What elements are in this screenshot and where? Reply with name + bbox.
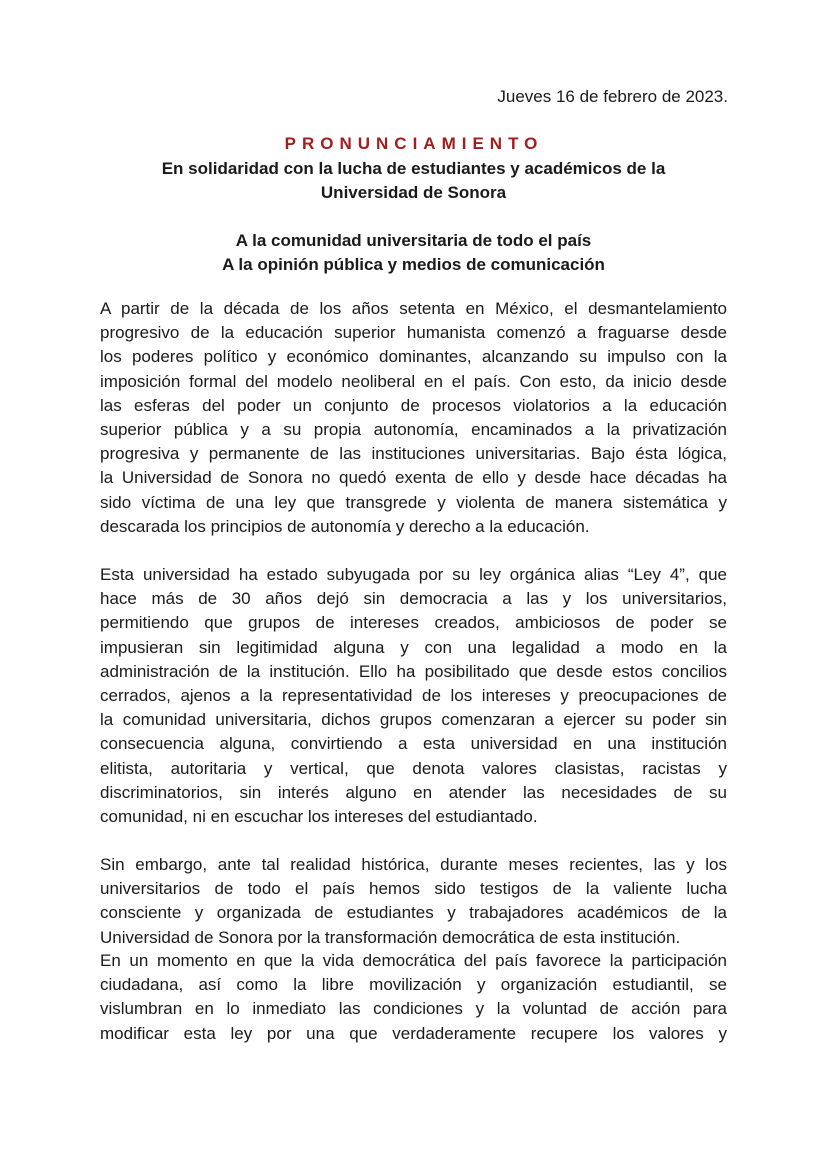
addressee-line: A la opinión pública y medios de comunicación xyxy=(222,255,605,274)
paragraph-line: elitista, autoritaria y vertical, que denota valores clasistas, racistas y xyxy=(100,758,727,778)
paragraph-line: progresiva y permanente de las instituciones universitarias. Bajo ésta lógica, xyxy=(100,444,727,464)
paragraph-line: consciente y organizada de estudiantes y trabajadores académicos de la xyxy=(100,903,727,923)
paragraph-line: los poderes político y económico dominantes, alcanzando su impulso con la xyxy=(100,347,727,367)
paragraph-line: modificar esta ley por una que verdaderamente recupere los valores y xyxy=(100,1023,727,1043)
paragraph-line: discriminatorios, sin interés alguno en atender las necesidades de su xyxy=(100,782,727,802)
subtitle-line: Universidad de Sonora xyxy=(320,183,507,202)
paragraph-line: Universidad de Sonora por la transformación democrática de esta institución. xyxy=(100,927,681,947)
body-paragraph xyxy=(100,949,727,1046)
addressee-block xyxy=(100,229,727,277)
paragraph-line: imposición formal del modelo neoliberal en el país. Con esto, da inicio desde xyxy=(100,371,727,391)
paragraph-line: superior pública y a su propia autonomía, encaminados a la privatización xyxy=(100,419,727,439)
paragraph-line: Esta universidad ha estado subyugada por su ley orgánica alias “Ley 4”, que xyxy=(100,565,727,584)
document-subtitle xyxy=(100,157,727,205)
paragraph-line: progresivo de la educación superior humanista comenzó a fraguarse desde xyxy=(100,323,727,343)
paragraph-line: ciudadana, así como la libre movilización y organización estudiantil, se xyxy=(100,975,727,995)
paragraph-line: Sin embargo, ante tal realidad histórica, durante meses recientes, las y los xyxy=(100,855,727,874)
paragraph-line: permitiendo que grupos de intereses creados, ambiciosos de poder se xyxy=(100,613,727,633)
paragraph-line: universitarios de todo el país hemos sido testigos de la valiente lucha xyxy=(100,879,727,899)
paragraph-line: administración de la institución. Ello ha posibilitado que desde estos concilios xyxy=(100,661,727,681)
addressee-line: A la comunidad universitaria de todo el país xyxy=(235,231,592,250)
paragraph-line: consecuencia alguna, convirtiendo a esta universidad en una institución xyxy=(100,734,727,754)
body-paragraph xyxy=(100,563,727,829)
paragraph-line: la Universidad de Sonora no quedó exenta de ello y desde hace décadas ha xyxy=(100,468,727,488)
body-paragraph xyxy=(100,297,727,539)
paragraph-line: hace más de 30 años dejó sin democracia a las y los universitarios, xyxy=(100,589,727,609)
paragraph-line: la comunidad universitaria, dichos grupos comenzaran a ejercer su poder sin xyxy=(100,710,727,730)
paragraph-line: impusieran sin legitimidad alguna y con una legalidad a modo en la xyxy=(100,637,727,657)
paragraph-line: sido víctima de una ley que transgrede y violenta de manera sistemática y xyxy=(100,492,727,512)
paragraph-line: comunidad, ni en escuchar los intereses del estudiantado. xyxy=(100,806,538,826)
paragraph-line: las esferas del poder un conjunto de procesos violatorios a la educación xyxy=(100,395,727,415)
paragraph-line: A partir de la década de los años setenta en México, el desmantelamiento xyxy=(100,299,727,318)
document-title: PRONUNCIAMIENTO xyxy=(284,134,544,153)
paragraph-line: descarada los principios de autonomía y derecho a la educación. xyxy=(100,516,590,536)
subtitle-line: En solidaridad con la lucha de estudiantes y académicos de la xyxy=(161,159,666,178)
paragraph-line: vislumbran en lo inmediato las condiciones y la voluntad de acción para xyxy=(100,999,727,1019)
body-paragraph xyxy=(100,853,727,950)
paragraph-line: cerrados, ajenos a la representatividad de los intereses y preocupaciones de xyxy=(100,685,727,705)
paragraph-line: En un momento en que la vida democrática del país favorece la participación xyxy=(100,951,727,970)
document-date: Jueves 16 de febrero de 2023. xyxy=(497,87,728,106)
